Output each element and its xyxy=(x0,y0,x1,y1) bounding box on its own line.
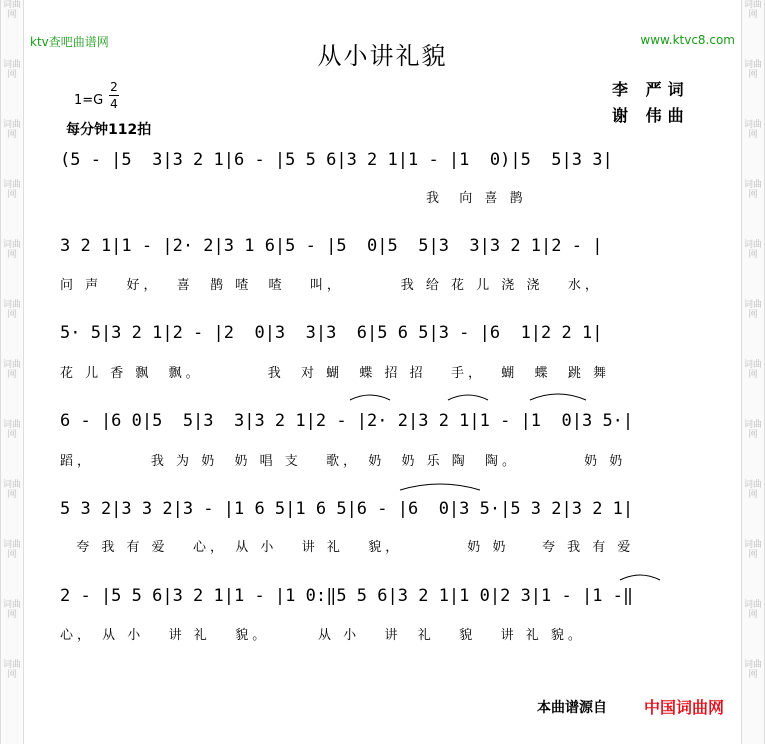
source-site-link[interactable]: 中国词曲网 xyxy=(644,698,725,717)
watermark-text: 词曲网 xyxy=(3,0,22,20)
tempo-marking: 每分钟112拍 xyxy=(66,122,152,138)
site-url-right[interactable]: www.ktvc8.com xyxy=(640,33,735,47)
lyric-line-1: 我 向 喜 鹊 xyxy=(60,191,527,206)
watermark-text: 词曲网 xyxy=(3,600,22,620)
site-name-left[interactable]: ktv查吧曲谱网 xyxy=(30,35,109,49)
watermark-text: 词曲网 xyxy=(3,120,22,140)
slur-arc xyxy=(620,575,660,580)
watermark-text: 词曲网 xyxy=(744,240,763,260)
notation-line: 5· 5|3 2 1|2 - |2 0|3 3|3 6|5 6 5|3 - |6 1|2 2 1| xyxy=(60,323,603,343)
watermark-text: 词曲网 xyxy=(3,420,22,440)
watermark-text: 词曲网 xyxy=(744,120,763,140)
watermark-text: 词曲网 xyxy=(744,360,763,380)
watermark-text: 词曲网 xyxy=(3,60,22,80)
lyric-line-5: 夸 我 有 爱 心， 从 小 讲 礼 貌， 奶 奶 夸 我 有 爱 xyxy=(60,540,635,555)
lyricist-credit: 李 严词 xyxy=(612,80,690,99)
notation-line: 6 - |6 0|5 5|3 3|3 2 1|2 - |2· 2|3 2 1|1 - |1 0|3 5·| xyxy=(60,411,634,431)
source-label: 本曲谱源自 xyxy=(537,700,607,716)
slur-arc xyxy=(530,394,586,400)
watermark-text: 词曲网 xyxy=(744,540,763,560)
lyric-line-4: 蹈， 我 为 奶 奶 唱 支 歌， 奶 奶 乐 陶 陶。 奶 奶 xyxy=(60,454,627,469)
slur-arc xyxy=(350,395,390,400)
watermark-text: 词曲网 xyxy=(3,660,22,680)
watermark-text: 词曲网 xyxy=(3,540,22,560)
lyric-line-6: 心， 从 小 讲 礼 貌。 从 小 讲 礼 貌 讲 礼 貌。 xyxy=(60,628,585,643)
watermark-text: 词曲网 xyxy=(3,240,22,260)
watermark-text: 词曲网 xyxy=(744,600,763,620)
watermark-text: 词曲网 xyxy=(744,660,763,680)
watermark-text: 词曲网 xyxy=(3,480,22,500)
key-signature: 1=G xyxy=(74,93,104,108)
slur-arc xyxy=(400,484,480,490)
watermark-text: 词曲网 xyxy=(744,300,763,320)
lyric-line-3: 花 儿 香 飘 飘。 我 对 蝴 蝶 招 招 手， 蝴 蝶 跳 舞 xyxy=(60,366,610,381)
notation-line: 5 3 2|3 3 2|3 - |1 6 5|1 6 5|6 - |6 0|3 5·|5 3 2|3 2 1| xyxy=(60,499,634,519)
notation-line: 3 2 1|1 - |2· 2|3 1 6|5 - |5 0|5 5|3 3|3 2 1|2 - | xyxy=(60,236,603,256)
time-signature-top: 2 xyxy=(110,80,118,94)
lyric-line-2: 问 声 好， 喜 鹊 喳 喳 叫， 我 给 花 儿 浇 浇 水， xyxy=(60,278,602,293)
watermark-text: 词曲网 xyxy=(744,0,763,20)
notation-line: 2 - |5 5 6|3 2 1|1 - |1 0:‖5 5 6|3 2 1|1 0|2 3|1 - |1 -‖ xyxy=(60,586,634,606)
watermark-text: 词曲网 xyxy=(3,300,22,320)
watermark-text: 词曲网 xyxy=(3,360,22,380)
composer-credit: 谢 伟曲 xyxy=(612,106,690,125)
watermark-text: 词曲网 xyxy=(744,420,763,440)
song-title: 从小讲礼貌 xyxy=(317,42,448,70)
slur-arc xyxy=(448,395,488,400)
time-signature-bottom: 4 xyxy=(110,97,118,111)
watermark-text: 词曲网 xyxy=(744,60,763,80)
watermark-text: 词曲网 xyxy=(744,480,763,500)
watermark-text: 词曲网 xyxy=(744,180,763,200)
watermark-text: 词曲网 xyxy=(3,180,22,200)
notation-line: (5 - |5 3|3 2 1|6 - |5 5 6|3 2 1|1 - |1 0)|5 5|3 3| xyxy=(60,150,613,170)
